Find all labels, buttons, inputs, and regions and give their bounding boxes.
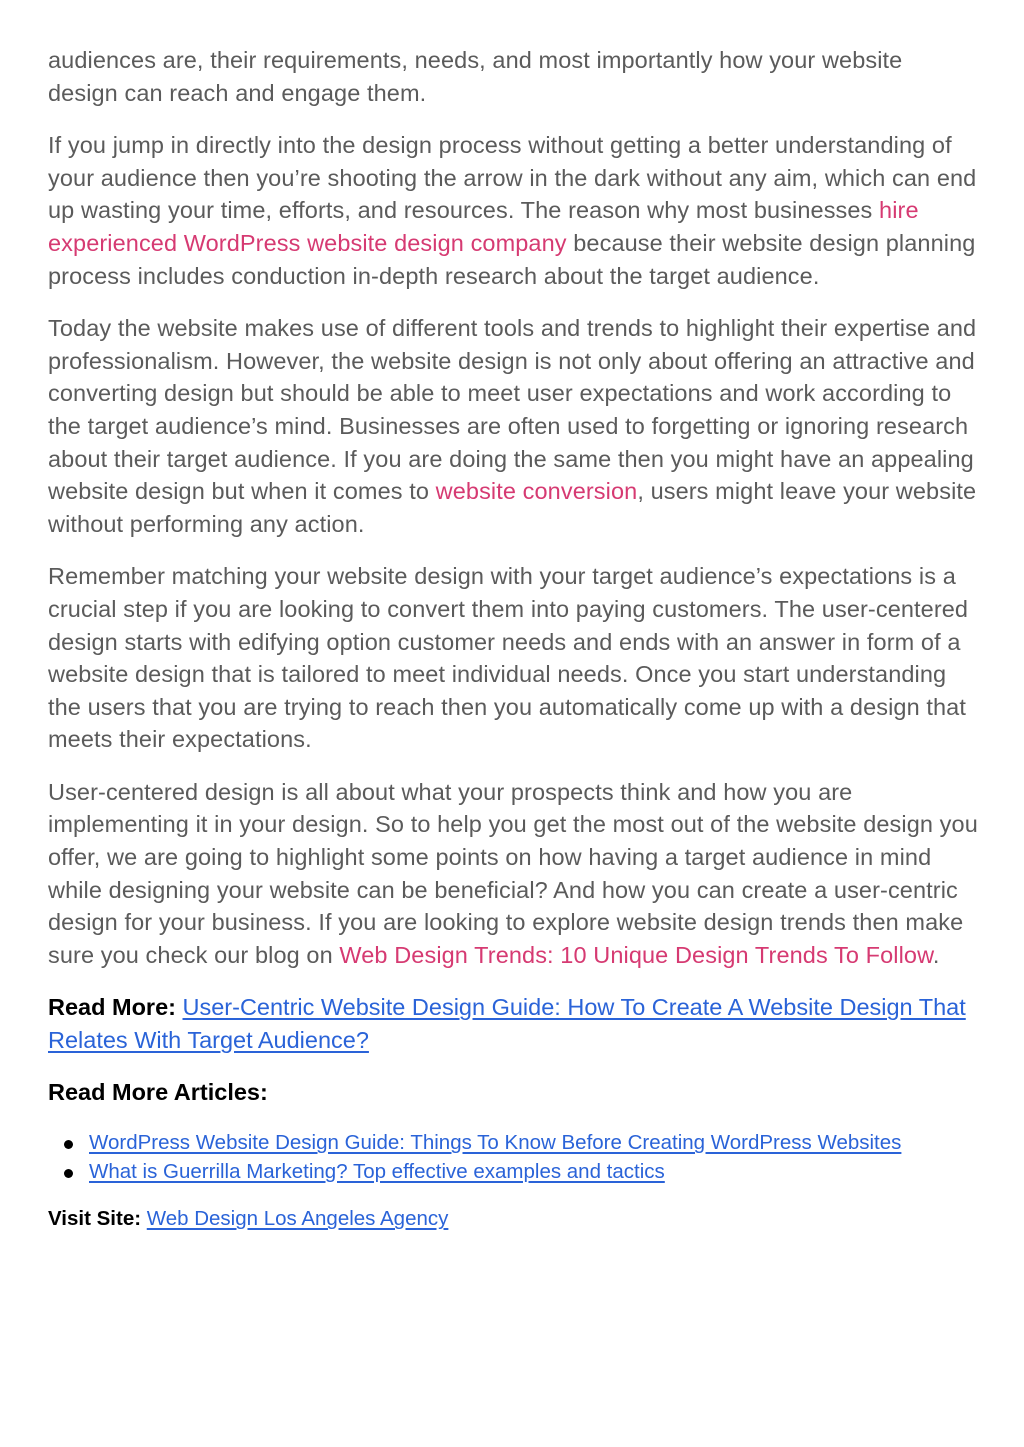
articles-heading: Read More Articles: <box>48 1079 268 1106</box>
article-link-guerrilla-marketing[interactable]: What is Guerrilla Marketing? Top effective examples and tactics <box>89 1159 665 1183</box>
paragraph-text: audiences are, their requirements, needs, and most importantly how your website design can reach and engage them. <box>48 47 903 106</box>
articles-list <box>48 1129 978 1186</box>
paragraph-text: , users might leave your website without performing any action. <box>48 478 977 537</box>
visit-site-label: Visit Site: <box>48 1207 142 1231</box>
paragraph-today <box>48 312 978 540</box>
article-body <box>48 44 978 1234</box>
paragraph-audiences <box>48 44 978 109</box>
paragraph-remember <box>48 560 978 756</box>
paragraph-text: Today the website makes use of different tools and trends to highlight their expertise and professionalism. However, the website design is not only about offering an attractive and converting design but should be able to meet user expectations and work according to the target audience’s mind. Businesses are often used to forgetting or ignoring research about their target audience. If you are doing the same then you might have an appealing website design but when it comes to <box>48 315 977 505</box>
visit-site-link[interactable]: Web Design Los Angeles Agency <box>146 1207 449 1231</box>
paragraph-text: If you jump in directly into the design process without getting a better understanding of your audience then you’re shooting the arrow in the dark without any aim, which can end up wasting your time, efforts, and resources. The reason why most businesses <box>48 132 977 224</box>
bullet-icon <box>64 1140 73 1149</box>
paragraph-jump-in <box>48 129 978 292</box>
read-more-label: Read More: <box>48 994 176 1021</box>
list-item <box>48 1129 978 1158</box>
paragraph-text: Remember matching your website design with your target audience’s expectations is a crucial step if you are looking to convert them into paying customers. The user-centered design starts with edifying option customer needs and ends with an answer in form of a website design that is tailored to meet individual needs. Once you start understanding the users that you are trying to reach then you automatically come up with a design that meets their expectations. <box>48 563 969 753</box>
visit-site <box>48 1204 978 1234</box>
paragraph-user-centered <box>48 776 978 972</box>
paragraph-text: . <box>932 941 940 968</box>
list-item <box>48 1158 978 1187</box>
read-more <box>48 991 978 1057</box>
hire-wordpress-company-link[interactable]: hire experienced WordPress website design company <box>48 197 919 256</box>
read-more-link[interactable]: User-Centric Website Design Guide: How To Create A Website Design That Relates With Target Audience? <box>48 994 966 1054</box>
article-link-wordpress-guide[interactable]: WordPress Website Design Guide: Things To Know Before Creating WordPress Websites <box>89 1131 902 1155</box>
website-conversion-link[interactable]: website conversion <box>435 478 638 505</box>
bullet-icon <box>64 1169 73 1178</box>
paragraph-text: because their website design planning process includes conduction in-depth research about the target audience. <box>48 229 976 289</box>
paragraph-text: User-centered design is all about what your prospects think and how you are implementing it in your design. So to help you get the most out of the website design you offer, we are going to highlight some points on how having a target audience in mind while designing your website can be beneficial? And how you can create a user-centric design for your business. If you are looking to explore website design trends then make sure you check our blog on <box>48 778 978 968</box>
web-design-trends-link[interactable]: Web Design Trends: 10 Unique Design Trends To Follow <box>339 941 933 968</box>
